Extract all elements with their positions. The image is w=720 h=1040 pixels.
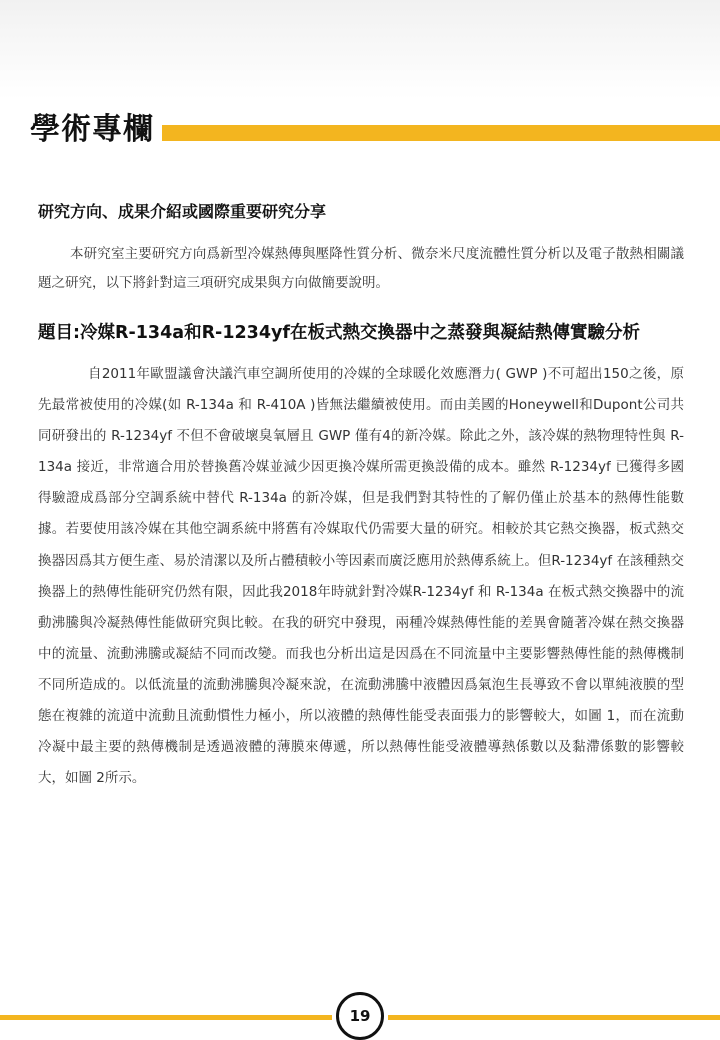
header-band	[0, 0, 720, 100]
section-header	[30, 110, 720, 150]
intro-paragraph: 本研究室主要研究方向爲新型冷媒熱傳與壓降性質分析、微奈米尺度流體性質分析以及電子散熱相關議題之研究，以下將針對這三項研究成果與方向做簡要說明。	[38, 246, 684, 291]
section-title: 學術專欄	[30, 112, 154, 147]
article-paragraph: 自2011年歐盟議會決議汽車空調所使用的冷媒的全球暖化效應潛力( GWP )不可超出150之後，原先最常被使用的冷媒(如 R-134a 和 R-410A )皆無法繼續被使用。而由美國的Honeywell和Dupont公司共同研發出的 R-1234yf 不但不會破壞臭氧層且 GWP 僅有4的新冷媒。除此之外，該冷媒的熱物理特性與 R-134a 接近，非常適合用於替換舊冷媒並減少因更換冷媒所需更換設備的成本。雖然 R-1234yf 已獲得多國得驗證成爲部分空調系統中替代 R-134a 的新冷媒，但是我們對其特性的了解仍僅止於基本的熱傳性能數據。若要使用該冷媒在其他空調系統中將舊有冷媒取代仍需要大量的研究。相較於其它熱交換器，板式熱交換器因爲其方便生產、易於清潔以及所占體積較小等因素而廣泛應用於熱傳系統上。但R-1234yf 在該種熱交換器上的熱傳性能研究仍然有限，因此我2018年時就針對冷媒R-1234yf 和 R-134a 在板式熱交換器中的流動沸騰與冷凝熱傳性能做研究與比較。在我的研究中發現，兩種冷媒熱傳性能的差異會隨著冷媒在熱交換器中的流量、流動沸騰或凝結不同而改變。而我也分析出這是因爲在不同流量中主要影響熱傳性能的熱傳機制不同所造成的。以低流量的流動沸騰與冷凝來說，在流動沸騰中液體因爲氣泡生長導致不會以單純液膜的型態在複雜的流道中流動且流動慣性力極小，所以液體的熱傳性能受表面張力的影響較大，如圖 1，而在流動冷凝中最主要的熱傳機制是透過液體的薄膜來傳遞，所以熱傳性能受液體導熱係數以及黏滯係數的影響較大，如圖 2所示。	[38, 366, 684, 787]
footer-line-left	[0, 1015, 332, 1020]
article-title: 題目:冷媒R-134a和R-1234yf在板式熱交換器中之蒸發與凝結熱傳實驗分析	[38, 323, 641, 343]
section-accent-bar	[162, 125, 720, 141]
page-footer	[0, 988, 720, 1040]
intro-heading: 研究方向、成果介紹或國際重要研究分享	[38, 202, 327, 221]
page-number: 19	[336, 992, 384, 1040]
footer-line-right	[388, 1015, 720, 1020]
